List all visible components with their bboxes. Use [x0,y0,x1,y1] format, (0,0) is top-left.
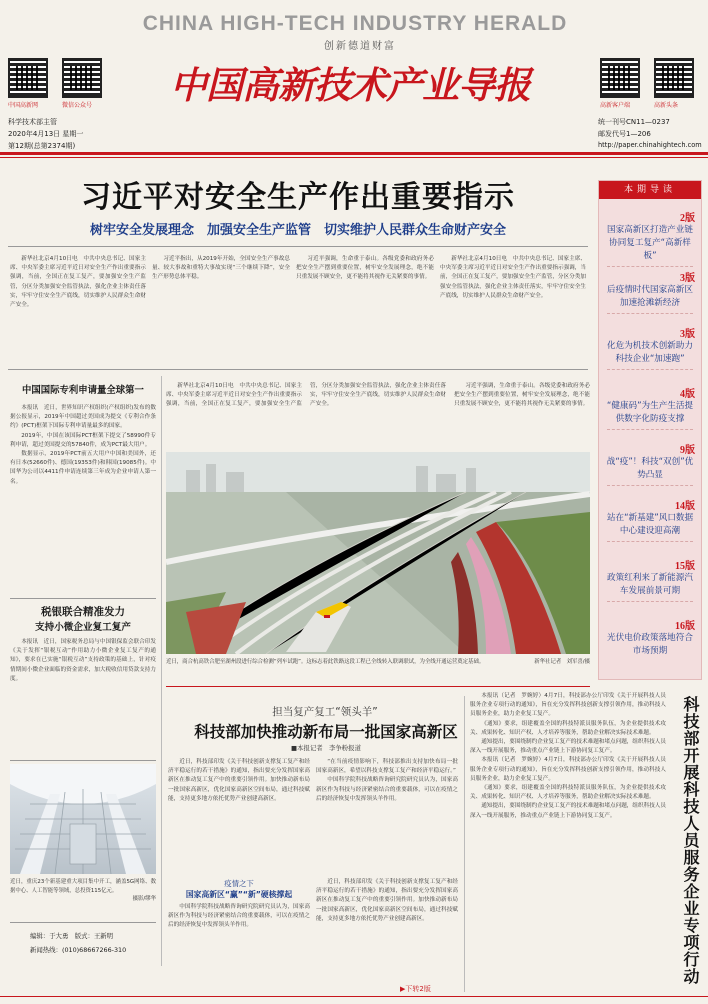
qr-code-left-2 [62,58,102,98]
guide-title: 本期导读 [599,181,701,199]
postal-code: 邮发代号1—206 [598,130,651,138]
lead-subheadline: 树牢安全发展理念 加强安全生产监管 切实维护人民群众生命财产安全 [89,223,506,238]
guide-item-text: 化危为机技术创新助力科技企业“加速跑” [607,341,693,364]
patent-title: 中国国际专利申请量全球第一 [22,385,144,396]
guide-item[interactable] [599,269,701,314]
guide-item[interactable] [599,209,701,267]
guide-item-text: 后疫情时代国家高新区加速抢滩新经济 [607,285,693,308]
guide-page-number: 2版 [680,213,695,224]
lead-paragraph: 习近平强调，生命重于泰山。各级党委和政府务必把安全生产摆到重要位置，树牢安全发展理念，绝不能只重发展不顾安全，更不能将其视作无关紧要的事情。 [296,256,434,281]
masthead-rule-thin [0,157,708,158]
cn-number: 统一刊号CN11—0237 [598,118,670,126]
staff-hotline: 新闻热线：(010)68667266-310 [30,946,127,954]
qr-code-right-1 [600,58,640,98]
subsection-paragraph: 中国科学院科技战略咨询研究院研究员认为，国家高新区作为科技与经济紧密结合的重要载体，可以在疫情之后的经济恢复中发挥领头羊作用。 [168,904,310,929]
left-column-rule [161,376,162,966]
lead-continued-paragraph: 习近平强调，生命重于泰山。各级党委和政府务必把安全生产摆到重要位置，树牢安全发展理念，绝不能只重发展不顾安全，更不能将其视作无关紧要的事情。 [454,383,590,408]
lead-paragraph: 习近平指出，从2019年开始，全国安全生产事故总量、较大事故和重特大事故实现“三个继续下降”，安全生产形势总体平稳。 [152,256,290,281]
patent-paragraph: 2019年，中国在该国际PCT框架下提交了58990件专利申请，超过美国提交的57840件，成为PCT最大用户。 [10,432,156,448]
guide-item-text: 政策红利来了新能源汽车发展前景可期 [607,573,693,596]
main-body-col-3 [316,878,458,982]
guide-separator [607,429,693,430]
subsection-label: 疫情之下 [224,879,254,888]
guide-page-number: 14版 [675,501,695,512]
guide-page-number: 3版 [680,329,695,340]
patent-body [10,404,156,594]
patent-paragraph: 本报讯 近日，世界知识产权组织(产权组织)发布的数据公报显示，2019年中国超过美国成为提交《专利合作条约》(PCT)框架下国际专利申请量最多的国家。 [10,405,156,430]
guide-page-number: 3版 [680,273,695,284]
lead-body-col-3 [296,255,434,363]
qr-code-right-2 [654,58,694,98]
main-kicker: 担当复产复工“领头羊” [272,706,378,718]
lead-paragraph: 新华社北京4月10日电 中共中央总书记、国家主席、中央军委主席习近平近日对安全生产作出重要指示强调，当前，全国正在复工复产，要加强安全生产监管，分区分类加强安全监管执法，强化企业主体责任落实，牢牢守住安全生产底线，切实维护人民群众生命财产安全。 [10,256,146,309]
right-story-paragraph: 通知提出，要围绕制约企业复工复产的技术难题和堵点问题，组织科技人员深入一线开展服务，推动重点产业链上下游协同复工复产。 [470,739,666,755]
qr-code-left-1 [8,58,48,98]
lead-continued-paragraph: 新华社北京4月10日电 中共中央总书记、国家主席、中央军委主席习近平近日对安全生产作出重要指示强调，当前，全国正在复工复产，要加强安全生产监管，分区分类加强安全监管执法，强化企业主体责任落实，牢牢守住安全生产底线，切实维护人民群众生命财产安全。 [166,383,446,408]
photo-bottom-rule [166,686,590,687]
guide-item[interactable] [599,557,701,602]
lead-headline: 习近平对安全生产作出重要指示 [81,180,515,215]
lead-body-col-4 [440,255,586,363]
guide-item[interactable] [599,617,701,658]
tax-title-2: 支持小微企业复工复产 [35,622,131,633]
guide-panel [598,180,702,680]
lead-bottom-rule [8,369,588,370]
qr-label-right-1: 高新客户端 [600,102,631,109]
main-paragraph: 近日，科技部印发《关于科技创新支撑复工复产和经济平稳运行的若干措施》的通知，指出要充分发挥国家高新区在推动复工复产中的重要引领作用。加快推动新布局一批国家高新区，优化国家高新区空间布局，通过科技赋能，支持更多地方依托优势产业创建高新区。 [168,759,310,802]
guide-item-text: 国家高新区打造产业链协同复工复产“高新样板” [607,225,693,261]
guide-page-number: 4版 [680,389,695,400]
guide-item-text: 光伏电价政策落地符合市场预期 [607,633,693,656]
right-story-headline: 科技部开展科技人员服务企业专项行动 [681,696,700,985]
main-paragraph: “在当前疫情影响下，科技部推出支持加快布局一批国家高新区，希望以科技支撑复工复产和经济平稳运行。” [316,759,458,775]
left-divider-3 [10,922,156,923]
slogan: 创新德道财富 [324,41,396,52]
left-divider-1 [10,598,156,599]
subsection-body [168,903,310,983]
guide-item[interactable] [599,385,701,430]
center-right-rule [464,696,465,992]
right-story-paragraph: 《通知》要求，组建覆盖全国的科技特派员服务队伍，为企业提供技术攻关、成果转化、知识产权、人才培养等服务，帮助企业解决实际技术难题。 [470,720,666,736]
building-caption-text: 近日，重庆23个新基建重大项目集中开工，涵盖5G网络、数据中心、人工智能等领域，总投资115亿元。 [10,879,156,894]
page-bottom-rule [0,996,708,997]
lead-body-col-1 [10,255,146,363]
main-byline: ■本报记者 李争粉报道 [291,744,361,752]
main-body-col-2 [316,758,458,872]
guide-item-text: 战“疫”！科技“双创”优势凸显 [606,457,694,480]
patent-paragraph: 数据显示，2019年PCT前五大用户中国和美国外，还有日本(52660件)、德国(19353件)和韩国(19085件)。中国华为公司以4411件申请连续第三年成为企业申请人第一名。 [10,451,156,485]
subsection-title: 国家高新区“赢”“新”硬核撑起 [185,890,293,899]
lead-body-col-2 [152,255,290,363]
guide-item-text: 站在“新基建”风口数据中心建设迎高潮 [606,513,694,536]
date-line: 2020年4月13日 星期一 [8,130,84,138]
guide-item[interactable] [599,441,701,486]
right-story-paragraph: 通知提出，要围绕制约企业复工复产的技术难题和堵点问题，组织科技人员深入一线开展服务，推动重点产业链上下游协同复工复产。 [470,803,666,819]
website-url[interactable]: http://paper.chinahightech.com [598,141,702,149]
train-illustration [166,452,590,654]
chinese-title: 中国高新技术产业导报 [170,63,530,107]
qr-label-right-2: 高新头条 [654,102,679,109]
masthead-rule [0,152,708,155]
right-story-paragraph: 本报讯（记者 罗婉婷）4月7日，科技部办公厅印发《关于开展科技人员服务企业专项行动的通知》，旨在充分发挥科技创新支撑引领作用，推动科技人员服务企业，助力企业复工复产。 [470,693,666,718]
sponsor-line: 科学技术部主管 [8,118,57,126]
guide-separator [607,369,693,370]
qr-label-left-2: 微信公众号 [62,102,93,109]
main-paragraph: 近日，科技部印发《关于科技创新支撑复工复产和经济平稳运行的若干措施》的通知，指出要充分发挥国家高新区在推动复工复产中的重要引领作用。加快推动新布局一批国家高新区，优化国家高新区空间布局，通过科技赋能，支持更多地方依托优势产业创建高新区。 [316,879,458,922]
masthead [0,0,708,162]
main-paragraph: 中国科学院科技战略咨询研究院研究员认为，国家高新区作为科技与经济紧密结合的重要载体，可以在疫情之后的经济恢复中发挥领头羊作用。 [316,777,458,802]
guide-item[interactable] [599,325,701,370]
building-photographer: 摄影/缪华 [132,896,156,903]
main-headline: 科技部加快推动新布局一批国家高新区 [194,723,458,741]
right-story-paragraph: 本报讯（记者 罗婉婷）4月7日，科技部办公厅印发《关于开展科技人员服务企业专项行动的通知》，旨在充分发挥科技创新支撑引领作用，推动科技人员服务企业，助力企业复工复产。 [470,757,666,782]
tax-title-1: 税银联合精准发力 [41,606,125,618]
guide-page-number: 9版 [680,445,695,456]
guide-page-number: 16版 [675,621,695,632]
guide-page-number: 15版 [675,561,695,572]
lead-paragraph: 新华社北京4月10日电 中共中央总书记、国家主席、中央军委主席习近平近日对安全生产作出重要指示强调，当前，全国正在复工复产，要加强安全生产监管，分区分类加强安全监管执法，强化企业主体责任落实，牢牢守住安全生产底线，切实维护人民群众生命财产安全。 [440,256,586,299]
continued-link[interactable]: ▶下转2版 [400,985,431,993]
guide-separator [607,266,693,267]
guide-separator [607,601,693,602]
train-caption-body: 近日，商合杭高铁合肥至湖州段进行综合检测“列车试跑”。这标志着此铁路这段工程已全线转入联调联试，为全线开通运营奠定基础。 [166,659,485,665]
qr-label-left-1: 中国高新网 [8,102,39,109]
staff-editor: 编辑：于大勇 版式：王新明 [30,932,114,940]
issue-line: 第12期(总第2374期) [8,142,76,150]
guide-item[interactable] [599,497,701,542]
building-illustration [10,764,156,874]
building-photo [10,764,156,874]
guide-separator [607,313,693,314]
guide-separator [607,541,693,542]
english-title: CHINA HIGH-TECH INDUSTRY HERALD [142,12,568,35]
tax-body [10,638,156,756]
lead-divider [8,246,588,247]
tax-paragraph: 本报讯 近日，国家税务总局与中国银保监会联合印发《关于发挥“银税互动”作用助力小微企业复工复产的通知》，要求在已实施“银税互动”支持政策的基础上，针对疫情期间小微企业面临的资金需求，加大税收信用贷款支持力度。 [10,639,156,682]
train-photo [166,452,590,654]
guide-separator [607,485,693,486]
main-body-col-1 [168,758,310,872]
train-caption [166,658,590,682]
train-caption-text [166,658,590,667]
left-divider-2 [10,760,156,761]
guide-item-text: “健康码”为生产生活提供数字化防疫支撑 [606,401,694,424]
lead-continued-col [166,382,590,446]
right-story-body [470,692,666,992]
train-caption-credit: 新华社记者 刘军喜/摄 [534,659,590,665]
right-story-paragraph: 《通知》要求，组建覆盖全国的科技特派员服务队伍，为企业提供技术攻关、成果转化、知识产权、人才培养等服务，帮助企业解决实际技术难题。 [470,785,666,801]
building-caption [10,878,156,916]
